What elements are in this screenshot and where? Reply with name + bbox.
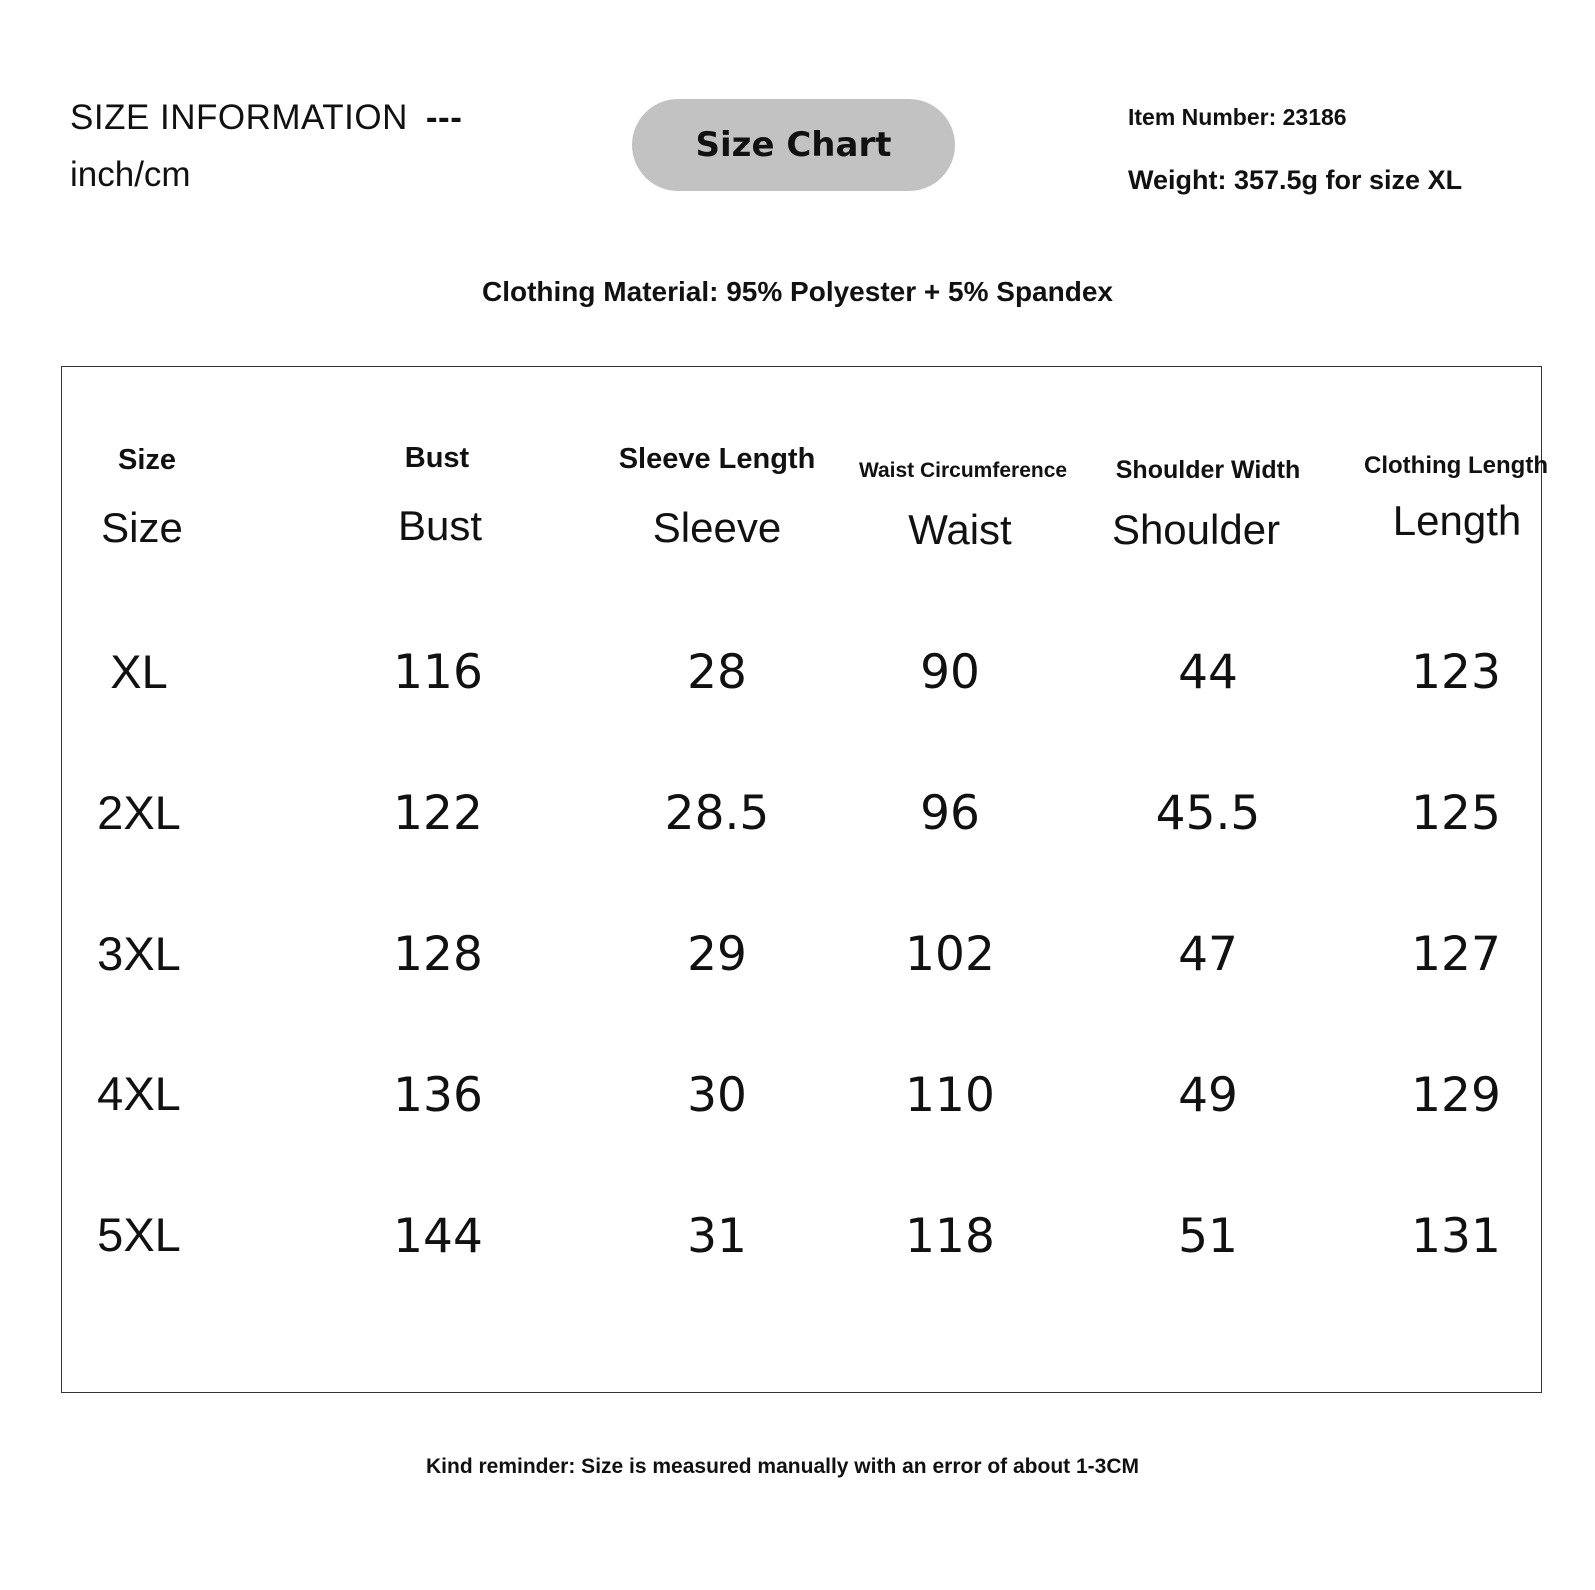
- table-cell-waist: 96: [920, 786, 980, 841]
- header-size-full: Size: [117, 444, 177, 476]
- size-table-border: [61, 366, 1542, 1393]
- header-bust-full: Bust: [404, 442, 470, 474]
- table-cell-sleeve: 30: [687, 1068, 747, 1123]
- table-cell-length: 129: [1411, 1068, 1501, 1123]
- table-cell-length: 123: [1411, 645, 1501, 700]
- kind-reminder: Kind reminder: Size is measured manually with an error of about 1-3CM: [426, 1455, 1139, 1478]
- table-cell-sleeve: 29: [687, 927, 747, 982]
- item-number: Item Number: 23186: [1128, 104, 1347, 130]
- table-cell-sleeve: 28.5: [664, 786, 770, 841]
- header-shoulder-full: Shoulder Width: [1115, 456, 1301, 484]
- table-cell-shoulder: 47: [1178, 927, 1238, 982]
- table-cell-waist: 102: [905, 927, 995, 982]
- table-cell-shoulder: 45.5: [1155, 786, 1261, 841]
- table-cell-size: 4XL: [97, 1067, 181, 1120]
- table-cell-bust: 136: [393, 1068, 483, 1123]
- table-cell-bust: 144: [393, 1209, 483, 1264]
- header-length-short: Length: [1392, 497, 1522, 544]
- table-cell-size: 3XL: [97, 927, 181, 980]
- header-sleeve-short: Sleeve: [652, 504, 782, 551]
- header-waist-short: Waist: [908, 506, 1012, 553]
- table-cell-sleeve: 28: [687, 645, 747, 700]
- size-chart-label: Size Chart: [695, 125, 892, 165]
- clothing-material: Clothing Material: 95% Polyester + 5% Spandex: [482, 276, 1113, 307]
- weight-info: Weight: 357.5g for size XL: [1128, 165, 1463, 195]
- header-bust-short: Bust: [397, 502, 483, 549]
- table-cell-shoulder: 51: [1178, 1209, 1238, 1264]
- table-cell-shoulder: 49: [1178, 1068, 1238, 1123]
- size-information-title: [70, 98, 462, 138]
- table-cell-length: 131: [1411, 1209, 1501, 1264]
- header-waist-full: Waist Circumference: [858, 459, 1068, 482]
- unit-label: inch/cm: [70, 155, 191, 194]
- table-cell-waist: 90: [920, 645, 980, 700]
- table-cell-size: XL: [110, 645, 168, 698]
- header-sleeve-full: Sleeve Length: [618, 443, 816, 475]
- table-cell-size: 2XL: [97, 786, 181, 839]
- size-information-label: SIZE INFORMATION: [70, 98, 408, 137]
- table-cell-bust: 128: [393, 927, 483, 982]
- header-size-short: Size: [101, 504, 183, 551]
- table-cell-bust: 122: [393, 786, 483, 841]
- table-cell-sleeve: 31: [687, 1209, 747, 1264]
- table-cell-waist: 110: [905, 1068, 995, 1123]
- size-information-dash: ---: [425, 98, 463, 137]
- table-cell-bust: 116: [393, 645, 483, 700]
- header-shoulder-short: Shoulder: [1111, 506, 1281, 553]
- table-cell-waist: 118: [905, 1209, 995, 1264]
- table-cell-length: 127: [1411, 927, 1501, 982]
- table-cell-size: 5XL: [97, 1208, 181, 1261]
- table-cell-length: 125: [1411, 786, 1501, 841]
- table-cell-shoulder: 44: [1178, 645, 1238, 700]
- size-chart-badge: [632, 99, 955, 191]
- header-length-full: Clothing Length: [1364, 452, 1548, 479]
